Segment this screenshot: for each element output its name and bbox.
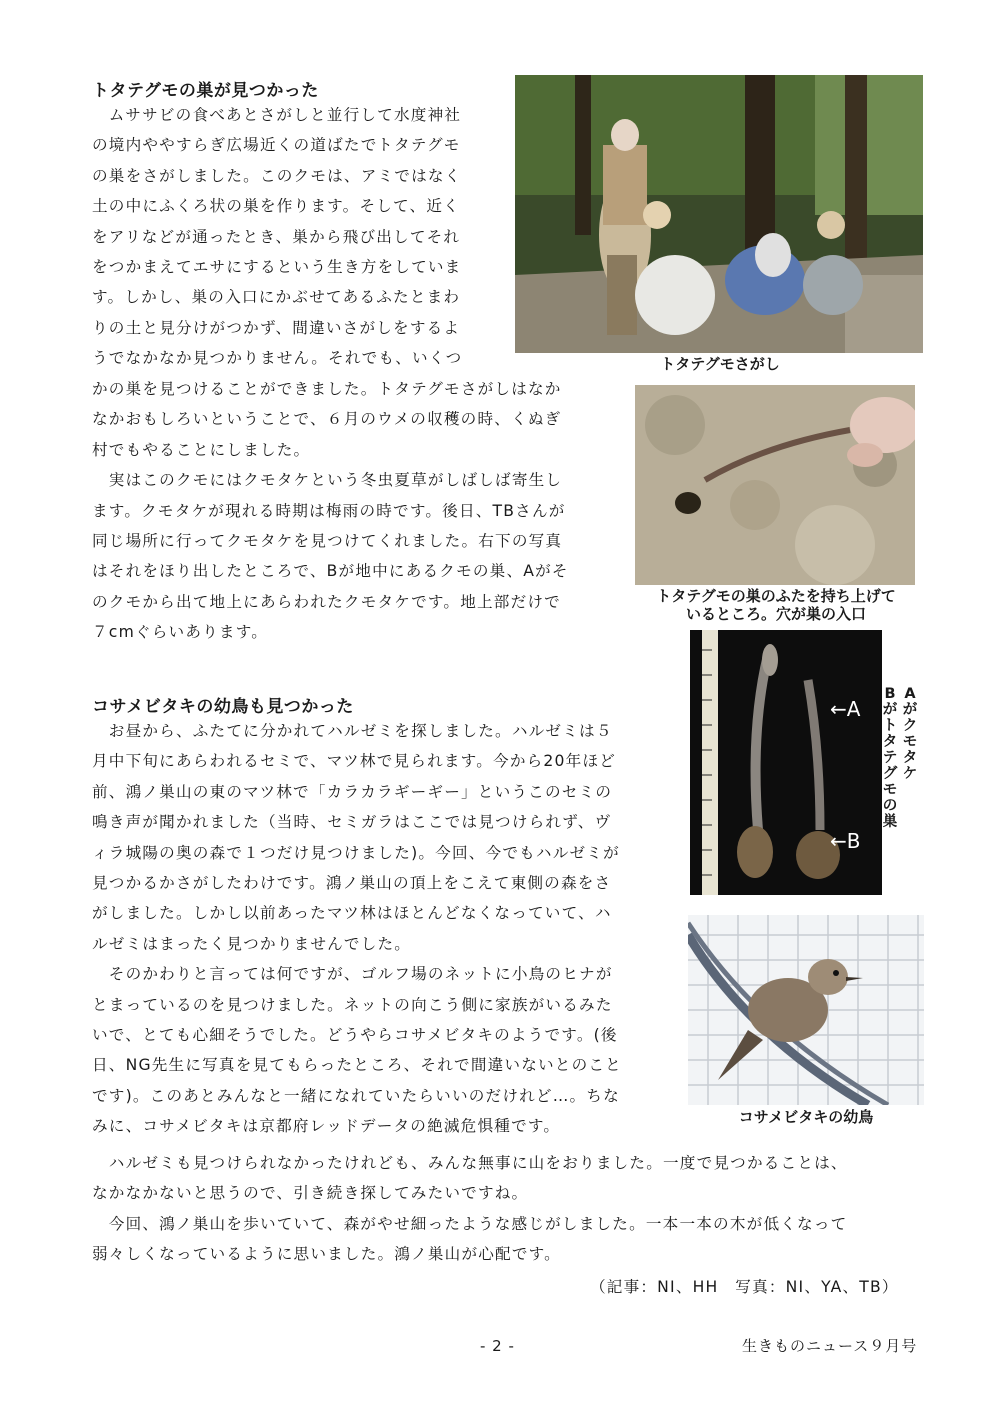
text-line: の境内ややすらぎ広場近くの道ばたでトタテグモ — [92, 136, 461, 155]
caption-char: テ — [882, 750, 898, 766]
caption-char: ト — [882, 718, 898, 734]
section-heading-flycatcher: コサメビタキの幼鳥も見つかった — [92, 697, 354, 717]
section1-paragraph-b — [92, 374, 622, 648]
text-line: ます。クモタケが現れる時期は梅雨の時です。後日、TBさんが — [92, 501, 566, 520]
label-b: ←B — [830, 829, 861, 853]
section2-paragraph-b — [92, 1148, 922, 1270]
caption-line: いるところ。穴が巣の入口 — [685, 605, 866, 623]
caption-photo-trapdoor-lid — [630, 587, 922, 623]
photo-cordyceps-specimen — [690, 630, 882, 895]
caption-photo-searching: トタテグモさがし — [660, 355, 780, 373]
text-line: の巣をさがしました。このクモは、アミではなく — [92, 166, 462, 185]
text-line: す。しかし、巣の入口にかぶせてあるふたとまわ — [92, 288, 461, 307]
text-line: かの巣を見つけることができました。トタテグモさがしはなか — [92, 380, 562, 398]
caption-char: グ — [882, 766, 898, 782]
caption-char: ケ — [902, 766, 918, 782]
text-line: 実はこのクモにはクモタケという冬虫夏草がしばしば寄生し — [92, 471, 563, 490]
caption-char: A — [904, 686, 916, 702]
text-line: をアリなどが通ったとき、巣から飛び出してそれ — [92, 227, 461, 246]
text-line: 鳴き声が聞かれました（当時、セミガラはここでは見つけられず、ヴ — [92, 813, 612, 832]
text-line: ７cmぐらいあります。 — [92, 623, 269, 642]
text-line: お昼から、ふたてに分かれてハルゼミを探しました。ハルゼミは５ — [92, 722, 613, 740]
caption-char: タ — [882, 734, 898, 750]
text-line: はそれをほり出したところで、Bが地中にあるクモの巣、Aがそ — [92, 562, 569, 581]
text-line: りの土と見分けがつかず、間違いさがしをするよ — [92, 318, 461, 337]
caption-char: モ — [882, 782, 898, 798]
text-line: みに、コサメビタキは京都府レッドデータの絶滅危惧種です。 — [92, 1117, 561, 1136]
caption-char: ク — [902, 718, 918, 734]
text-line: 日、NG先生に写真を見てもらったところ、それで間違いないとのこと — [92, 1056, 622, 1075]
caption-char: が — [902, 702, 918, 718]
text-line: 弱々しくなっているように思いました。鴻ノ巣山が心配です。 — [92, 1245, 561, 1264]
caption-char: 巣 — [882, 814, 898, 830]
text-line: ィラ城陽の奥の森で１つだけ見つけました)。今回、今でもハルゼミが — [92, 843, 620, 862]
text-line: うでなかなか見つかりません。それでも、いくつ — [92, 349, 463, 368]
page-number: - 2 - — [480, 1337, 515, 1355]
text-line: 月中下旬にあらわれるセミで、マツ林で見られます。今から20年ほど — [92, 752, 617, 771]
caption-char: の — [882, 798, 898, 814]
photo-trapdoor-lid — [635, 385, 915, 585]
section1-paragraph-a — [92, 100, 502, 374]
text-line: 見つかるかさがしたわけです。鴻ノ巣山の頂上をこえて東側の森をさ — [92, 874, 612, 893]
vertical-caption-a — [902, 686, 918, 782]
text-line: とまっているのを見つけました。ネットの向こう側に家族がいるみた — [92, 995, 613, 1014]
section2-paragraph-a — [92, 716, 674, 1142]
text-line: がしました。しかし以前あったマツ林はほとんどなくなっていて、ハ — [92, 904, 612, 923]
caption-char: が — [882, 702, 898, 718]
text-line: ルゼミはまったく見つかりませんでした。 — [92, 934, 412, 953]
text-line: 村でもやることにしました。 — [92, 440, 311, 459]
caption-char: タ — [902, 750, 918, 766]
caption-line: トタテグモの巣のふたを持ち上げて — [656, 587, 896, 605]
text-line: 同じ場所に行ってクモタケを見つけてくれました。右下の写真 — [92, 532, 563, 551]
text-line: 土の中にふくろ状の巣を作ります。そして、近く — [92, 197, 460, 216]
caption-photo-flycatcher: コサメビタキの幼鳥 — [738, 1108, 874, 1126]
text-line: をつかまえてエサにするという生き方をしていま — [92, 258, 462, 277]
label-a: ←A — [830, 697, 861, 721]
text-line: いで、とても心細そうでした。どうやらコサメビタキのようです。(後 — [92, 1026, 618, 1045]
text-line: のクモから出て地上にあらわれたクモタケです。地上部だけで — [92, 592, 561, 611]
photo-flycatcher-chick — [688, 915, 924, 1105]
section-heading-trapdoor-spider: トタテグモの巣が見つかった — [92, 81, 319, 101]
text-line: です)。このあとみんなと一緒になれていたらいいのだけれど…。ちな — [92, 1086, 620, 1105]
text-line: ハルゼミも見つけられなかったけれども、みんな無事に山をおりました。一度で見つかることは、 — [92, 1154, 848, 1172]
text-line: なかなかないと思うので、引き続き探してみたいですね。 — [92, 1184, 529, 1203]
newsletter-name: 生きものニュース９月号 — [742, 1337, 918, 1355]
article-credit: （記事：NI、HH 写真：NI、YA、TB） — [590, 1278, 899, 1296]
text-line: そのかわりと言っては何ですが、ゴルフ場のネットに小鳥のヒナが — [92, 965, 613, 984]
photo-searching-trapdoor-spider — [515, 75, 923, 353]
caption-char: B — [884, 686, 896, 702]
text-line: ムササビの食べあとさがしと並行して水度神社 — [92, 106, 462, 124]
caption-char: モ — [902, 734, 918, 750]
text-line: 今回、鴻ノ巣山を歩いていて、森がやせ細ったような感じがしました。一本一本の木が低くなって — [92, 1214, 848, 1233]
text-line: なかおもしろいということで、６月のウメの収穫の時、くぬぎ — [92, 410, 562, 429]
vertical-caption-b — [882, 686, 898, 830]
text-line: 前、鴻ノ巣山の東のマツ林で「カラカラギーギー」というこのセミの — [92, 782, 613, 801]
